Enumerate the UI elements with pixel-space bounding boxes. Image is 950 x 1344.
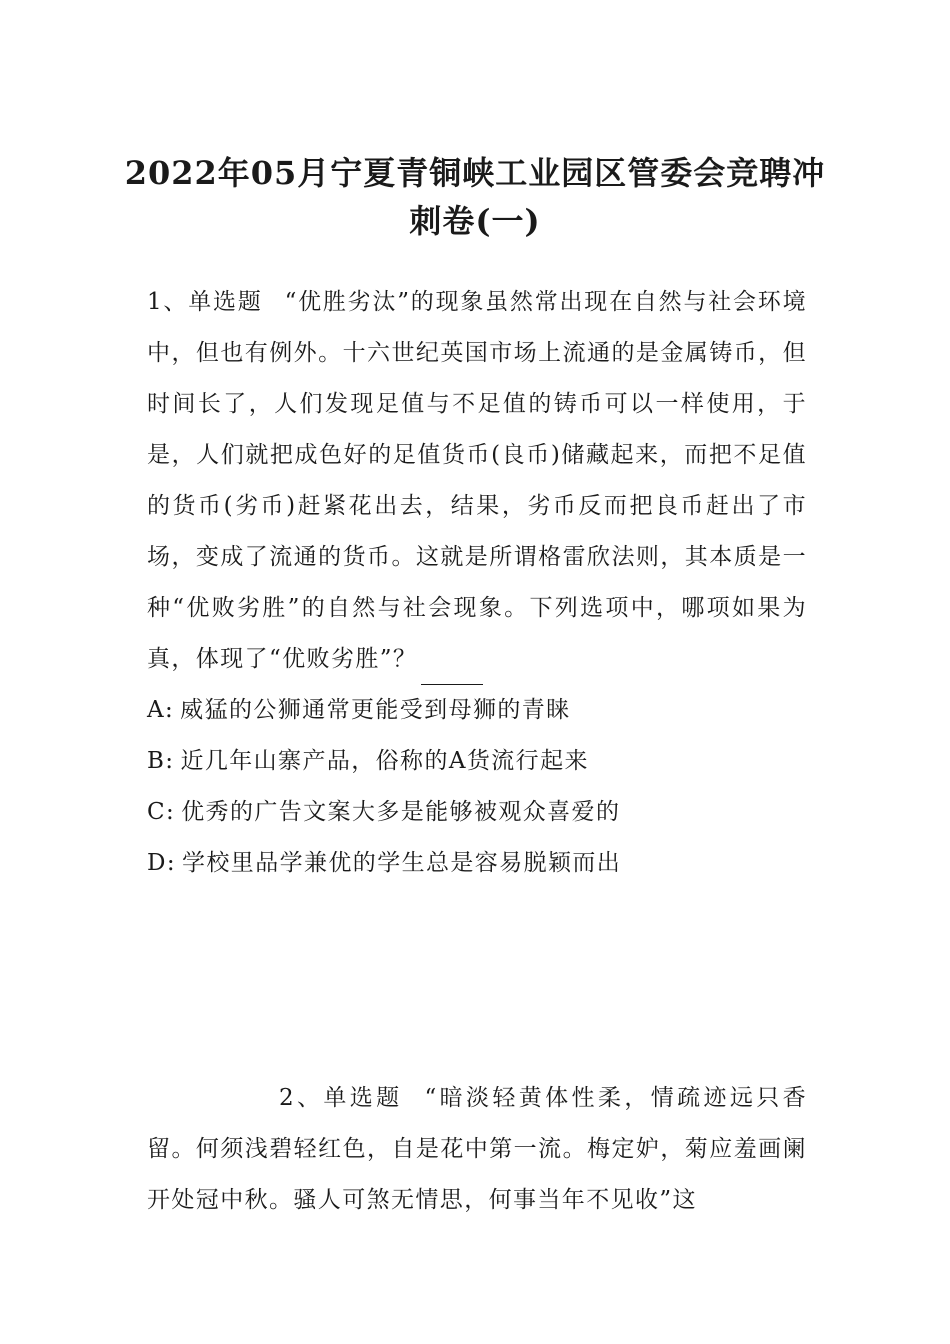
question-1-stem: “优胜劣汰”的现象虽然常出现在自然与社会环境中，但也有例外。十六世纪英国市场上流通的是金属铸币，但时间长了，人们发现足值与不足值的铸币可以一样使用，于是，人们就把成色好的足值货币(良币)储藏起来，而把不足值的货币(劣币)赶紧花出去，结果，劣币反而把良币赶出了市场，变成了流通的货币。这就是所谓格雷欣法则，其本质是一种“优败劣胜”的自然与社会现象。下列选项中，哪项如果为真，体现了“优败劣胜”？ bbox=[147, 289, 807, 672]
option-d-text: 学校里品学兼优的学生总是容易脱颖而出 bbox=[182, 850, 622, 876]
document-title: 2022年05月宁夏青铜峡工业园区管委会竞聘冲刺卷(一) bbox=[124, 154, 826, 241]
question-2-stem: “暗淡轻黄体性柔，情疏迹远只香留。何须浅碧轻红色，自是花中第一流。梅定妒，菊应羞画阑开处冠中秋。骚人可煞无情思，何事当年不见收”这 bbox=[147, 1085, 807, 1213]
question-2-label: 2、单选题 bbox=[279, 1085, 403, 1111]
option-a-text: 威猛的公狮通常更能受到母狮的青睐 bbox=[180, 697, 571, 723]
option-b-key: B: bbox=[147, 748, 175, 774]
question-1-text bbox=[147, 277, 807, 685]
option-d-key: D: bbox=[147, 850, 176, 876]
option-d bbox=[147, 838, 807, 889]
option-b bbox=[147, 736, 807, 787]
option-c bbox=[147, 787, 807, 838]
question-1-label: 1、单选题 bbox=[147, 289, 263, 315]
question-2 bbox=[147, 1073, 807, 1226]
option-a-key: A: bbox=[147, 697, 175, 723]
question-1 bbox=[147, 277, 807, 889]
answer-blank bbox=[421, 652, 483, 685]
option-a bbox=[147, 685, 807, 736]
option-c-key: C: bbox=[147, 799, 176, 825]
question-2-text bbox=[147, 1073, 807, 1226]
option-b-text: 近几年山寨产品，俗称的A货流行起来 bbox=[180, 748, 589, 774]
option-c-text: 优秀的广告文案大多是能够被观众喜爱的 bbox=[181, 799, 621, 825]
